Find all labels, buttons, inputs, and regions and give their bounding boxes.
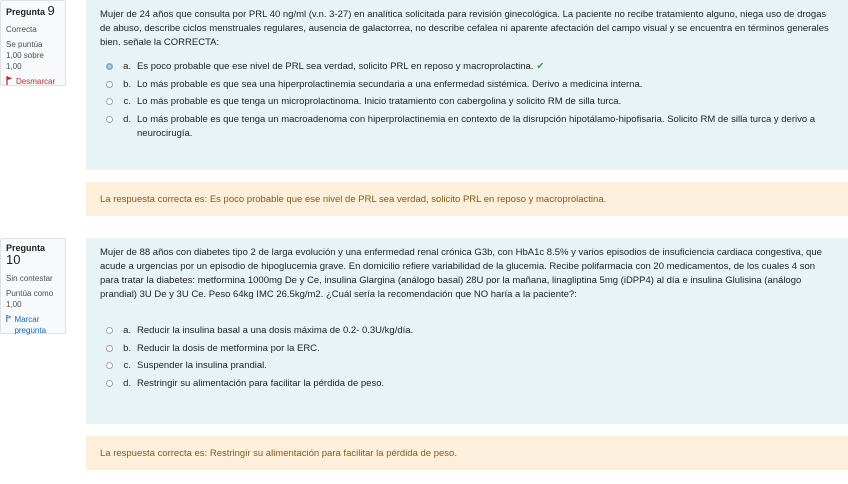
flag-label: Desmarcar	[16, 77, 56, 86]
question-text: Mujer de 88 años con diabetes tipo 2 de larga evolución y una enfermedad renal crónica G3b, con HbA1c 8.5% y varios episodios de insuficiencia cardiaca congestiva, que acude a urgencias por un episodio de hipoglucemia grave. En domicilio refiere variabilidad de la glucemia. Recibe polifarmacia con 20 medicamentos, de los cuales 4 son para tratar la diabetes: metformina 1000mg De y Ce, insulina Glargina (análogo basal) 28U por la mañana, linagliptina 5mg (iDPP4) al día e insulina Glulisina (análogo prandial) 3U De y 3U Ce. Peso 64kg IMC 26.5kg/m2. ¿Cuál sería la recomendación que NO haría a la paciente?:	[100, 247, 822, 300]
flag-label: Marcar pregunta	[14, 315, 47, 335]
answer-text: Lo más probable es que sea una hiperprolactinemia secundaria a una enfermedad sistémica. Derivo a medicina interna.	[137, 78, 643, 90]
answer-letter: b.	[123, 78, 131, 90]
question-label: Pregunta	[6, 7, 46, 17]
question-info-9	[0, 0, 66, 86]
answer-text: Reducir la insulina basal a una dosis máxima de 0.2- 0.3U/kg/día.	[137, 325, 414, 336]
flag-icon	[6, 76, 13, 85]
question-grade: Se puntúa 1,00 sobre 1,00	[6, 40, 44, 71]
answer-text: Restringir su alimentación para facilitar la pérdida de peso.	[137, 377, 385, 389]
answer-option-b[interactable]	[106, 78, 834, 92]
question-state: Sin contestar	[6, 274, 53, 283]
answer-letter: d.	[123, 113, 131, 125]
answer-radio[interactable]	[106, 362, 113, 369]
question-number: 10	[6, 252, 21, 267]
answer-option-c[interactable]	[106, 359, 834, 373]
answer-radio[interactable]	[106, 345, 113, 352]
question-label: Pregunta	[6, 243, 46, 253]
answer-option-d[interactable]	[106, 113, 834, 141]
answer-radio[interactable]	[106, 81, 113, 88]
answer-radio[interactable]	[106, 98, 113, 105]
check-icon: ✔	[536, 61, 545, 72]
answer-option-a[interactable]	[106, 324, 834, 338]
question-grade: Puntúa como 1,00	[6, 289, 54, 309]
answer-text: Suspender la insulina prandial.	[137, 360, 267, 371]
answer-radio[interactable]	[106, 63, 113, 70]
question-title	[6, 5, 60, 18]
answer-text-value: Es poco probable que ese nivel de PRL sea verdad, solicito PRL en reposo y macroprolactina.	[137, 61, 534, 72]
correct-answer-feedback-9	[86, 182, 848, 216]
answer-option-a[interactable]	[106, 60, 834, 74]
answer-radio[interactable]	[106, 116, 113, 123]
answer-letter: c.	[123, 96, 131, 107]
question-state: Correcta	[6, 25, 37, 34]
unflag-question-button[interactable]	[6, 76, 60, 87]
question-content-10	[86, 238, 848, 424]
correct-answer-feedback-10	[86, 436, 848, 470]
answer-letter: a.	[123, 325, 131, 336]
answer-text	[137, 60, 834, 74]
answer-text: Reducir la dosis de metformina por la ERC.	[137, 342, 320, 354]
answer-text: Lo más probable es que tenga un microprolactinoma. Inicio tratamiento con cabergolina y solicito RM de silla turca.	[137, 96, 622, 107]
answer-radio[interactable]	[106, 380, 113, 387]
answer-letter: b.	[123, 342, 131, 354]
answer-option-b[interactable]	[106, 342, 834, 356]
answer-letter: c.	[123, 360, 131, 371]
answer-text: Lo más probable es que tenga un macroadenoma con hiperprolactinemia en contexto de la disrupción hipotálamo-hipofisaria. Solicito RM de silla turca y derivo a neurocirugía.	[137, 113, 816, 139]
question-content-9	[86, 0, 848, 170]
question-title	[6, 243, 60, 267]
question-number: 9	[47, 3, 55, 18]
question-info-10	[0, 238, 66, 334]
answer-option-c[interactable]	[106, 95, 834, 109]
flag-outline-icon	[6, 314, 11, 323]
answer-radio[interactable]	[106, 327, 113, 334]
answer-letter: a.	[123, 61, 131, 72]
flag-question-button[interactable]	[6, 314, 60, 336]
answer-letter: d.	[123, 377, 131, 389]
feedback-text: La respuesta correcta es: Restringir su alimentación para facilitar la pérdida de peso.	[100, 447, 457, 459]
question-text: Mujer de 24 años que consulta por PRL 40 ng/ml (v.n. 3-27) en analítica solicitada para revisión ginecológica. La paciente no recibe tratamiento alguno, niega uso de drogas de abuso, describe ciclos menstruales regulares, ausencia de galactorrea, no describe cefalea ni aparente afectación del campo visual y se encuentra en términos generales bien. señale la CORRECTA:	[100, 9, 829, 48]
answer-option-d[interactable]	[106, 377, 834, 391]
feedback-text: La respuesta correcta es: Es poco probable que ese nivel de PRL sea verdad, solicito PRL en reposo y macroprolactina.	[100, 193, 607, 205]
